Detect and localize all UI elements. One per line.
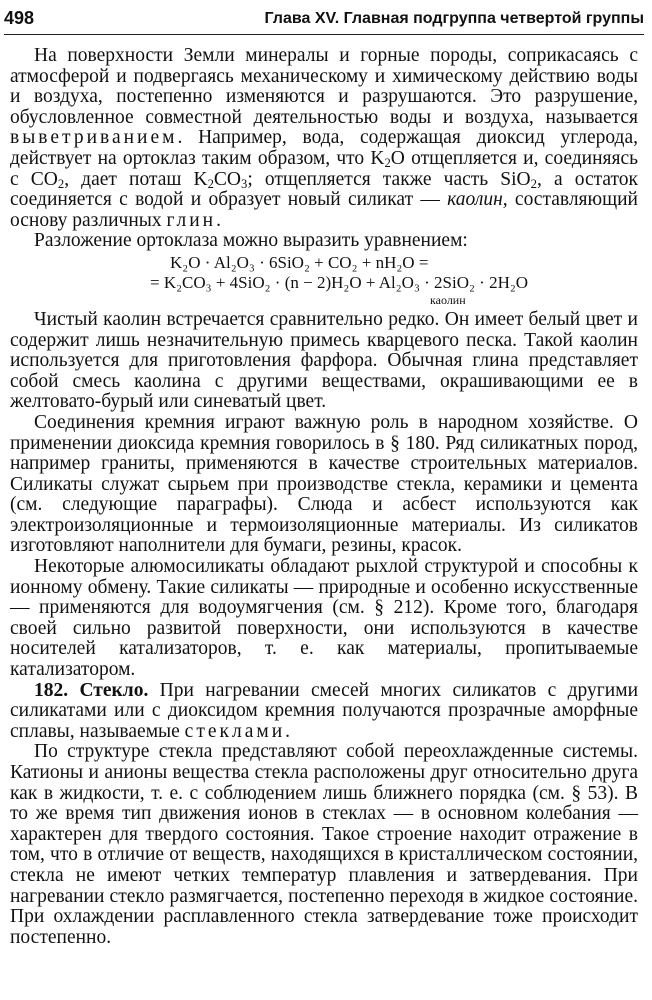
running-head: Глава XV. Главная подгруппа четвертой группы — [264, 10, 644, 27]
paragraph-equation-intro: Разложение ортоклаза можно выразить уравнением: — [34, 230, 468, 252]
equation-label-kaolin: каолин — [430, 292, 466, 307]
page-number: 498 — [4, 8, 35, 28]
orthoclase-equation — [10, 253, 638, 307]
term-kaolin: каолин, — [447, 189, 508, 211]
paragraph-glass-intro: 182. Стекло. При нагревании смесей многих силикатов с другими силикатами или с диоксидом кремния получаются прозрачные аморфные сплавы, называемые стеклами. — [10, 679, 639, 742]
paragraph-weathering: На поверхности Земли минералы и горные породы, соприкасаясь с атмосферой и подвергаясь механическому и химическому действию воды и воздуха, постепенно изменяются и разрушаются. Это разрушение, обусловленное совместной деятельностью воды и воздуха, называется выветриванием. Например, вода, содержащая диоксид углерода, действует на ортоклаз таким образом, что $K_2O$ отщепляется и, соединяясь с $CO_2$, дает поташ $K_2CO_3$; отщепляется также часть SiO$_2$, а остаток соединяется с водой и образует новый силикат — каолин, составляющий основу различных глин. — [10, 45, 639, 231]
paragraph-silicon-compounds: Соединения кремния играют важную роль в народном хозяйстве. О применении диоксида кремния говорилось в § 180. Ряд силикатных пород, например граниты, применяются в качестве строительных материалов. Силикаты служат сырьем при производстве стекла, керамики и цемента (см. следующие параграфы). Слюда и асбест используются как электроизоляционные и термоизоляционные материалы. Из силикатов изготовляют наполнители для бумаги, резины, красок. — [10, 411, 638, 557]
term-clays: глин — [166, 209, 217, 231]
page-header — [4, 4, 644, 35]
paragraph-pure-kaolin: Чистый каолин встречается сравнительно редко. Он имеет белый цвет и содержит лишь незначительную примесь кварцевого песка. Такой каолин используется для приготовления фарфора. Обычная глина представляет собой смесь каолина с другими веществами, окрашивающими ее в желтовато-бурый или синеватый цвет. — [10, 308, 638, 413]
equation-line-2: = K₂CO₃ + 4SiO₂ · (n − 2)H₂O + Al₂O₃ · 2SiO₂ · 2H₂O — [150, 272, 529, 292]
paragraph-glass-structure: По структуре стекла представляют собой переохлажденные системы. Катионы и анионы вещества стекла расположены друг относительно друга как в жидкости, т. е. с соблюдением лишь ближнего порядка (см. § 53). В то же время тип движения ионов в стеклах — в основном колебания — характерен для твердого состояния. Такое строение находит отражение в том, что в отличие от веществ, находящихся в кристаллическом состоянии, стекла не имеют четких температур плавления и затвердевания. При нагревании стекло размягчается, постепенно переходя в жидкое состояние. При охлаждении расплавленного стекла затвердевание тоже происходит постепенно. — [10, 741, 638, 948]
equation-line-1: K₂O · Al₂O₃ · 6SiO₂ + CO₂ + nH₂O = — [170, 252, 429, 272]
body-text — [10, 46, 638, 948]
section-title: 182. Стекло. — [34, 679, 149, 701]
term-glasses: стеклами — [184, 720, 286, 742]
term-weathering: выветриванием — [10, 127, 178, 149]
paragraph-aluminosilicates: Некоторые алюмосиликаты обладают рыхлой структурой и способны к ионному обмену. Такие силикаты — природные и особенно искусственные — применяются для водоумягчения (см. § 212). Кроме того, благодаря своей сильно развитой поверхности, они используются в качестве носителей катализаторов, т. е. как материалы, пропитываемые катализатором. — [10, 556, 638, 681]
